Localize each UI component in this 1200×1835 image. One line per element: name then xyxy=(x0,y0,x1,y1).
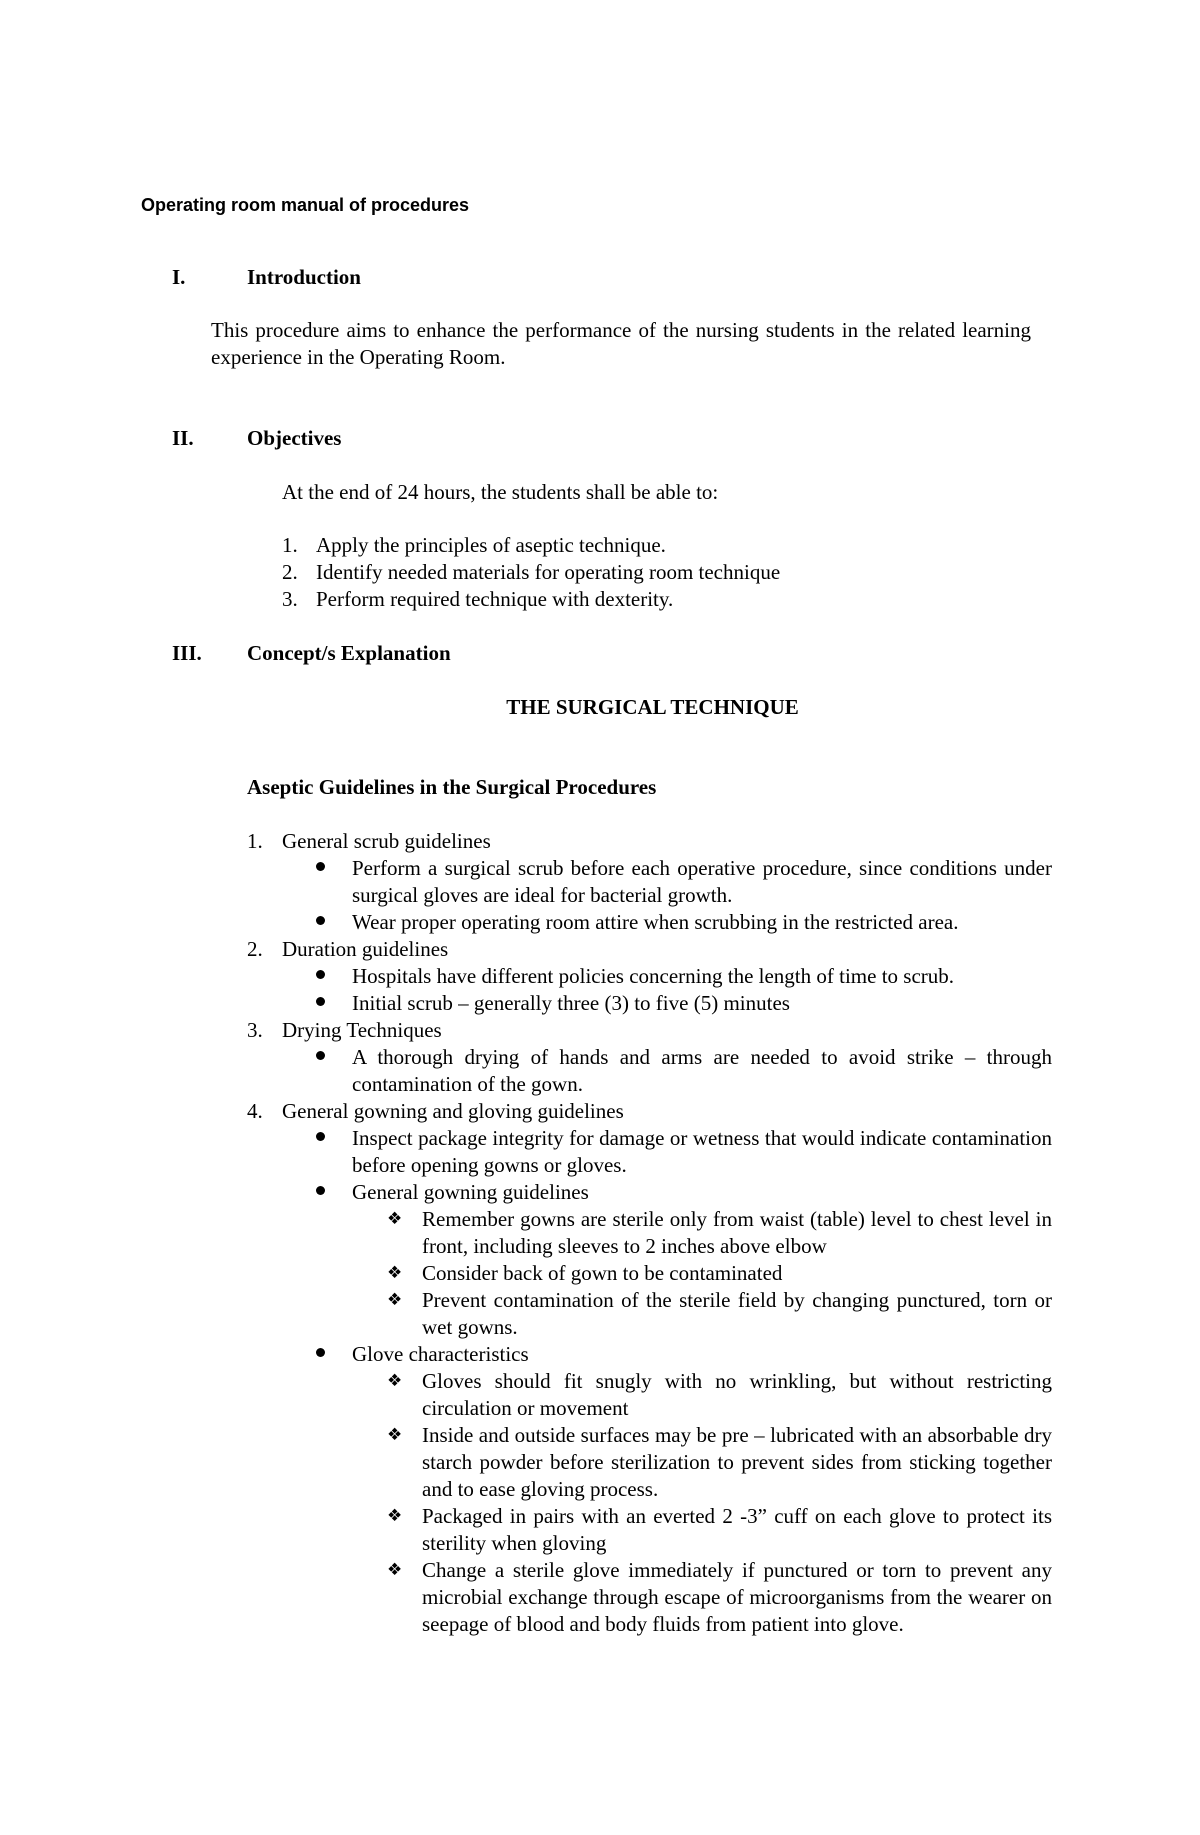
diamond-bullet-icon: ❖ xyxy=(387,1209,403,1229)
concept-item-text-3: Drying Techniques xyxy=(282,1018,442,1042)
diamond-bullet-icon: ❖ xyxy=(387,1506,403,1526)
section-numeral-3: III. xyxy=(172,641,202,665)
concept-item-text-2: Duration guidelines xyxy=(282,937,449,961)
drying-bullet-1: A thorough drying of hands and arms are needed to avoid strike – through contamination of the gown. xyxy=(352,1045,1052,1096)
objectives-lead: At the end of 24 hours, the students shall be able to: xyxy=(282,480,719,504)
concept-item-text-1: General scrub guidelines xyxy=(282,829,491,853)
objective-number-1: 1. xyxy=(282,533,298,557)
objective-number-2: 2. xyxy=(282,560,298,584)
glove-characteristics: Glove characteristics xyxy=(352,1342,529,1366)
bullet-icon xyxy=(316,1348,325,1357)
section-numeral-1: I. xyxy=(172,265,186,289)
diamond-bullet-icon: ❖ xyxy=(387,1263,403,1283)
gown-subitem-3: Prevent contamination of the sterile field by changing punctured, torn or wet gowns. xyxy=(422,1288,1052,1339)
bullet-icon xyxy=(316,862,325,871)
diamond-bullet-icon: ❖ xyxy=(387,1425,403,1445)
section-numeral-2: II. xyxy=(172,426,194,450)
glove-subitem-4: Change a sterile glove immediately if punctured or torn to prevent any microbial exchange through escape of microorganisms from the wearer on seepage of blood and body fluids from patient into glove. xyxy=(422,1558,1052,1636)
concept-heading: THE SURGICAL TECHNIQUE xyxy=(506,695,799,719)
gown-subitem-1: Remember gowns are sterile only from waist (table) level to chest level in front, including sleeves to 2 inches above elbow xyxy=(422,1207,1052,1258)
section-title-introduction: Introduction xyxy=(247,265,361,289)
bullet-icon xyxy=(316,997,325,1006)
duration-bullet-1: Hospitals have different policies concerning the length of time to scrub. xyxy=(352,964,955,988)
bullet-icon xyxy=(316,970,325,979)
bullet-icon xyxy=(316,1186,325,1195)
duration-bullet-2: Initial scrub – generally three (3) to five (5) minutes xyxy=(352,991,790,1015)
intro-paragraph: This procedure aims to enhance the performance of the nursing students in the related learning experience in the Operating Room. xyxy=(211,318,1031,369)
bullet-icon xyxy=(316,1132,325,1141)
bullet-icon xyxy=(316,1051,325,1060)
scrub-bullet-2: Wear proper operating room attire when scrubbing in the restricted area. xyxy=(352,910,959,934)
objective-text-3: Perform required technique with dexterity. xyxy=(316,587,674,611)
concept-item-number-1: 1. xyxy=(247,829,263,853)
gowning-bullet-inspect: Inspect package integrity for damage or wetness that would indicate contamination before opening gowns or gloves. xyxy=(352,1126,1052,1177)
concept-item-number-4: 4. xyxy=(247,1099,263,1123)
concept-item-text-4: General gowning and gloving guidelines xyxy=(282,1099,624,1123)
glove-subitem-1: Gloves should fit snugly with no wrinkling, but without restricting circulation or movement xyxy=(422,1369,1052,1420)
section-title-objectives: Objectives xyxy=(247,426,342,450)
objective-text-2: Identify needed materials for operating room technique xyxy=(316,560,781,584)
document-title: Operating room manual of procedures xyxy=(141,195,470,215)
objective-text-1: Apply the principles of aseptic technique. xyxy=(316,533,666,557)
glove-subitem-2: Inside and outside surfaces may be pre – lubricated with an absorbable dry starch powder before sterilization to prevent sides from sticking together and to ease gloving process. xyxy=(422,1423,1052,1501)
diamond-bullet-icon: ❖ xyxy=(387,1290,403,1310)
diamond-bullet-icon: ❖ xyxy=(387,1560,403,1580)
section-title-concepts: Concept/s Explanation xyxy=(247,641,451,665)
gown-subitem-2: Consider back of gown to be contaminated xyxy=(422,1261,783,1285)
concept-item-number-2: 2. xyxy=(247,937,263,961)
bullet-icon xyxy=(316,916,325,925)
concept-item-number-3: 3. xyxy=(247,1018,263,1042)
scrub-bullet-1: Perform a surgical scrub before each operative procedure, since conditions under surgical gloves are ideal for bacterial growth. xyxy=(352,856,1052,907)
objective-number-3: 3. xyxy=(282,587,298,611)
concept-subheading: Aseptic Guidelines in the Surgical Procedures xyxy=(247,775,657,799)
diamond-bullet-icon: ❖ xyxy=(387,1371,403,1391)
gowning-bullet-guidelines: General gowning guidelines xyxy=(352,1180,589,1204)
glove-subitem-3: Packaged in pairs with an everted 2 -3” cuff on each glove to protect its sterility when gloving xyxy=(422,1504,1052,1555)
